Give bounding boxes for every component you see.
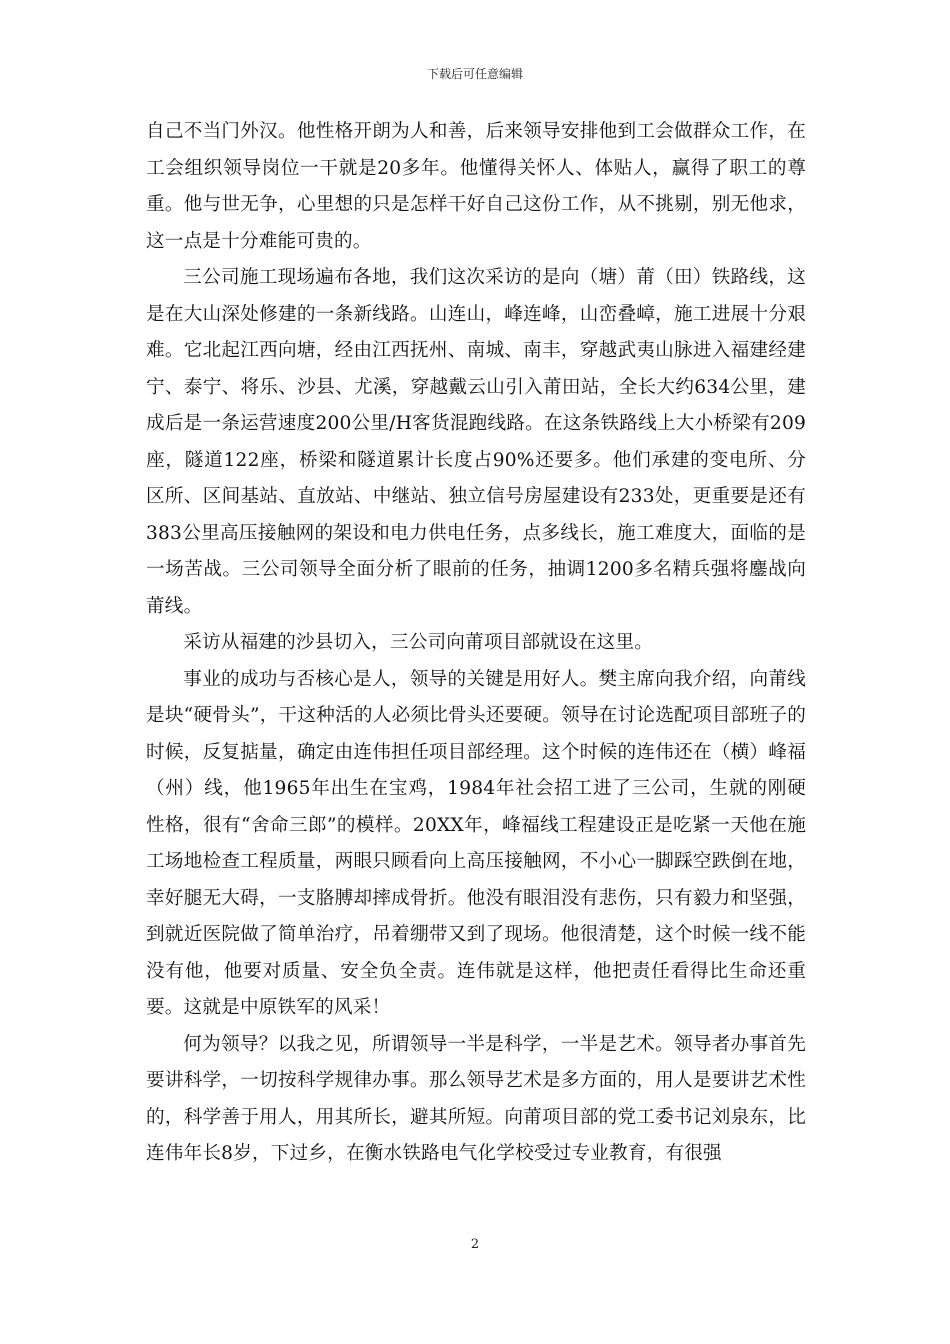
paragraph-3: 采访从福建的沙县切入，三公司向莆项目部就设在这里。 [183,632,654,653]
page-number: 2 [470,1237,480,1252]
paragraph-4: 事业的成功与否核心是人，领导的关键是用好人。樊主席向我介绍，向莆线是块“硬骨头”，干这种活的人必须比骨头还要硬。领导在讨论选配项目部班子的时候，反复掂量，确定由连伟担任项目部经理。这个时候的连伟还在（横）峰福（州）线，他1965年出生在宝鸡，1984年社会招工进了三公司，生就的刚硬性格，很有“舍命三郎”的模样。20XX年，峰福线工程建设正是吃紧一天他在施工场地检查工程质量，两眼只顾看向上高压接触网，不小心一脚踩空跌倒在地，幸好腿无大碍，一支胳膊却摔成骨折。他没有眼泪没有悲伤，只有毅力和坚强，到就近医院做了简单治疗，吊着绷带又到了现场。他很清楚，这个时候一线不能没有他，他要对质量、安全负全责。连伟就是这样，他把责任看得比生命还重要。这就是中原铁军的风采！ [146,668,806,1018]
paragraph-1: 自己不当门外汉。他性格开朗为人和善，后来领导安排他到工会做群众工作，在工会组织领导岗位一干就是20多年。他懂得关怀人、体贴人，赢得了职工的尊重。他与世无争，心里想的只是怎样干好自己这份工作，从不挑剔，别无他求，这一点是十分难能可贵的。 [146,121,806,252]
page-header: 下载后可任意编辑 [426,67,523,81]
paragraph-2: 三公司施工现场遍布各地，我们这次采访的是向（塘）莆（田）铁路线，这是在大山深处修建的一条新线路。山连山，峰连峰，山峦叠嶂，施工进展十分艰难。它北起江西向塘，经由江西抚州、南城、南丰，穿越武夷山脉进入福建经建宁、泰宁、将乐、沙县、尤溪，穿越戴云山引入莆田站，全长大约634公里，建成后是一条运营速度200公里/H客货混跑线路。在这条铁路线上大小桥梁有209座，隧道122座，桥梁和隧道累计长度占90%还要多。他们承建的变电所、分区所、区间基站、直放站、中继站、独立信号房屋建设有233处，更重要是还有383公里高压接触网的架设和电力供电任务，点多线长，施工难度大，面临的是一场苦战。三公司领导全面分析了眼前的任务，抽调1200多名精兵强将鏖战向莆线。 [146,267,806,617]
paragraph-5: 何为领导？以我之见，所谓领导一半是科学，一半是艺术。领导者办事首先要讲科学，一切按科学规律办事。那么领导艺术是多方面的，用人是要讲艺术性的，科学善于用人，用其所长，避其所短。向莆项目部的党工委书记刘泉东，比连伟年长8岁，下过乡，在衡水铁路电气化学校受过专业教育，有很强 [146,1033,806,1164]
document-body [146,114,806,1173]
